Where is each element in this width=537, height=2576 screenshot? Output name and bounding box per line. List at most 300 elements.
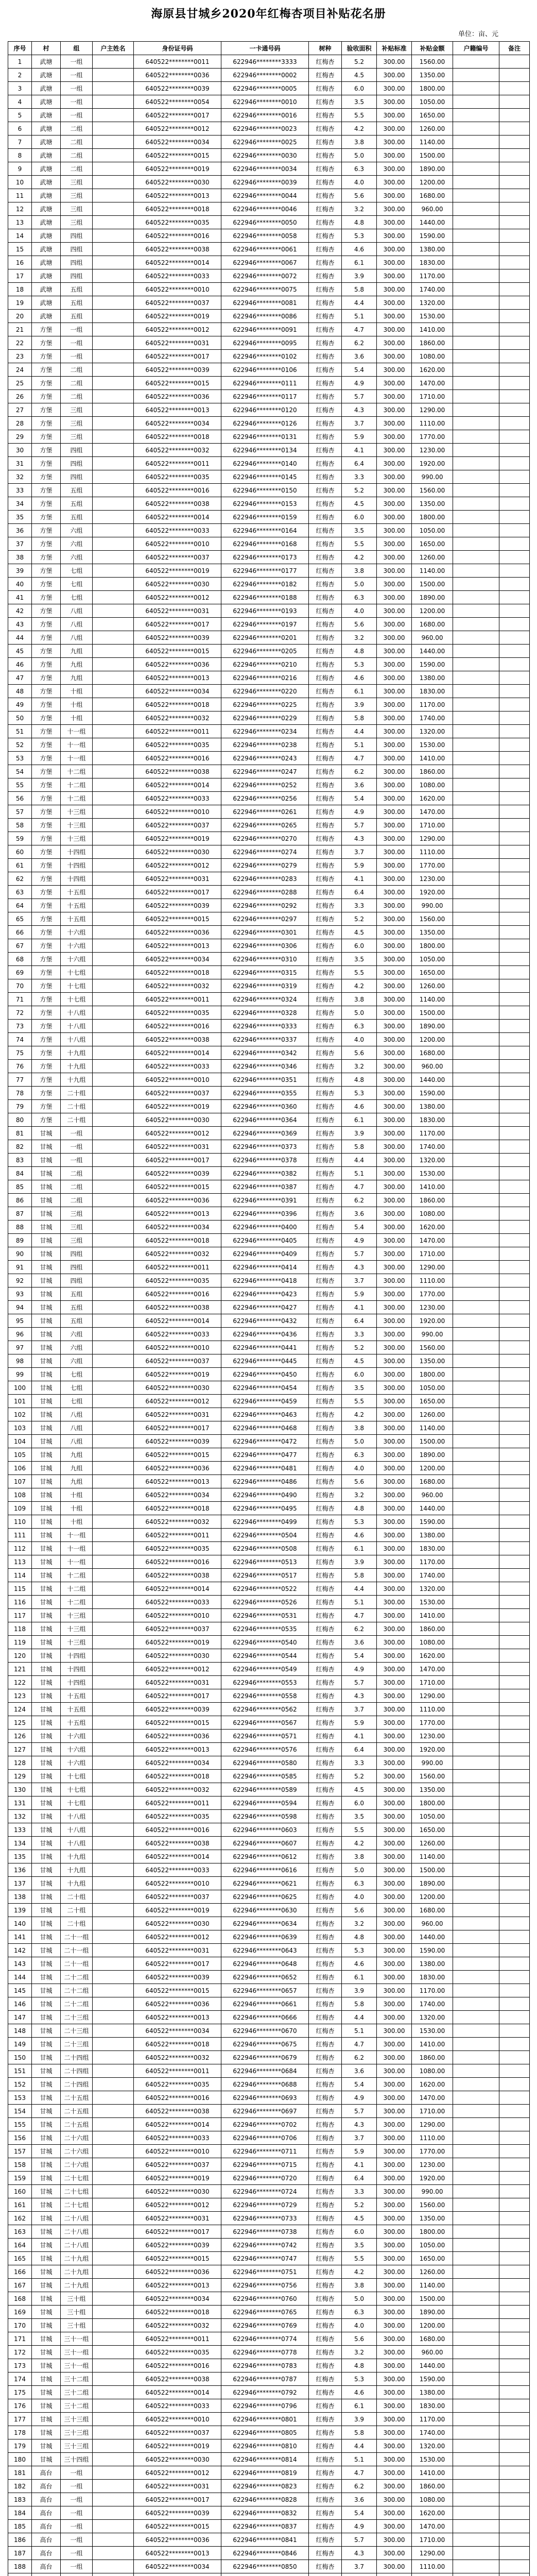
amount-cell: 1050.00	[412, 1810, 453, 1823]
area-cell: 4.4	[342, 2011, 377, 2024]
card-number-cell: 622946********0810	[221, 2439, 309, 2453]
household-code-cell	[453, 1408, 499, 1421]
name-cell	[93, 1863, 134, 1877]
amount-cell: 1560.00	[412, 912, 453, 926]
remark-cell	[499, 1917, 530, 1930]
standard-cell: 300.00	[377, 430, 412, 444]
amount-cell: 1350.00	[412, 497, 453, 511]
tree-type-cell: 红梅杏	[309, 2372, 342, 2386]
name-cell	[93, 2158, 134, 2172]
name-cell	[93, 95, 134, 109]
group-cell: 三十一组	[61, 2346, 93, 2359]
table-row	[8, 1140, 530, 1154]
name-cell	[93, 859, 134, 872]
amount-cell: 1800.00	[412, 1368, 453, 1381]
standard-cell: 300.00	[377, 323, 412, 336]
card-number-cell: 622946********0508	[221, 1542, 309, 1555]
id-number-cell: 640522********0038	[134, 1837, 221, 1850]
card-number-cell: 622946********0738	[221, 2225, 309, 2239]
card-number-cell: 622946********0005	[221, 82, 309, 95]
standard-cell: 300.00	[377, 2265, 412, 2279]
group-cell: 三十二组	[61, 2399, 93, 2413]
table-row	[8, 2453, 530, 2466]
household-code-cell	[453, 82, 499, 95]
household-code-cell	[453, 778, 499, 792]
area-cell: 5.6	[342, 2332, 377, 2346]
table-row	[8, 296, 530, 310]
standard-cell: 300.00	[377, 2520, 412, 2533]
seq-cell: 165	[8, 2252, 32, 2265]
standard-cell: 300.00	[377, 2011, 412, 2024]
area-cell: 6.3	[342, 162, 377, 176]
tree-type-cell: 红梅杏	[309, 2118, 342, 2131]
id-number-cell: 640522********0018	[134, 1234, 221, 1247]
household-code-cell	[453, 2453, 499, 2466]
seq-cell: 104	[8, 1435, 32, 1448]
remark-cell	[499, 135, 530, 149]
household-code-cell	[453, 1850, 499, 1863]
village-cell: 方堡	[32, 752, 61, 765]
name-cell	[93, 1368, 134, 1381]
seq-cell: 52	[8, 738, 32, 752]
standard-cell: 300.00	[377, 1301, 412, 1314]
id-number-cell: 640522********0012	[134, 122, 221, 135]
area-cell: 4.6	[342, 1529, 377, 1542]
name-cell	[93, 765, 134, 778]
table-row	[8, 1247, 530, 1261]
tree-type-cell: 红梅杏	[309, 2198, 342, 2212]
id-number-cell: 640522********0010	[134, 1341, 221, 1354]
group-cell: 六组	[61, 537, 93, 551]
village-cell: 甘城	[32, 2439, 61, 2453]
amount-cell: 1230.00	[412, 1301, 453, 1314]
tree-type-cell: 红梅杏	[309, 2413, 342, 2426]
tree-type-cell: 红梅杏	[309, 912, 342, 926]
remark-cell	[499, 2520, 530, 2533]
card-number-cell: 622946********0526	[221, 1596, 309, 1609]
group-cell: 四组	[61, 256, 93, 269]
amount-cell: 1650.00	[412, 537, 453, 551]
tree-type-cell: 红梅杏	[309, 2051, 342, 2064]
tree-type-cell: 红梅杏	[309, 2466, 342, 2480]
group-cell: 二组	[61, 162, 93, 176]
name-cell	[93, 832, 134, 845]
name-cell	[93, 2480, 134, 2493]
name-cell	[93, 1341, 134, 1354]
table-row	[8, 1743, 530, 1756]
tree-type-cell: 红梅杏	[309, 1609, 342, 1622]
id-number-cell: 640522********0017	[134, 1421, 221, 1435]
village-cell: 甘城	[32, 1354, 61, 1368]
remark-cell	[499, 430, 530, 444]
name-cell	[93, 403, 134, 417]
remark-cell	[499, 82, 530, 95]
card-number-cell: 622946********0216	[221, 671, 309, 685]
tree-type-cell: 红梅杏	[309, 1060, 342, 1073]
table-row	[8, 1060, 530, 1073]
seq-cell: 29	[8, 430, 32, 444]
seq-cell: 33	[8, 484, 32, 497]
remark-cell	[499, 1904, 530, 1917]
group-cell: 二十组	[61, 1113, 93, 1127]
amount-cell: 1890.00	[412, 2306, 453, 2319]
amount-cell: 1770.00	[412, 1716, 453, 1730]
id-number-cell: 640522********0030	[134, 176, 221, 189]
household-code-cell	[453, 390, 499, 403]
seq-cell: 19	[8, 296, 32, 310]
id-number-cell: 640522********0032	[134, 711, 221, 725]
household-code-cell	[453, 765, 499, 778]
remark-cell	[499, 631, 530, 645]
standard-cell: 300.00	[377, 1582, 412, 1596]
amount-cell: 1590.00	[412, 229, 453, 243]
remark-cell	[499, 912, 530, 926]
card-number-cell: 622946********0702	[221, 2118, 309, 2131]
name-cell	[93, 2131, 134, 2145]
card-number-cell: 622946********0324	[221, 993, 309, 1006]
seq-cell: 115	[8, 1582, 32, 1596]
tree-type-cell: 红梅杏	[309, 2319, 342, 2332]
household-code-cell	[453, 1261, 499, 1274]
household-code-cell	[453, 1569, 499, 1582]
household-code-cell	[453, 2520, 499, 2533]
area-cell: 5.8	[342, 711, 377, 725]
card-number-cell: 622946********0841	[221, 2533, 309, 2547]
id-number-cell: 640522********0017	[134, 2225, 221, 2239]
id-number-cell: 640522********0016	[134, 484, 221, 497]
amount-cell: 1470.00	[412, 805, 453, 819]
seq-cell: 51	[8, 725, 32, 738]
remark-cell	[499, 417, 530, 430]
household-code-cell	[453, 2091, 499, 2105]
amount-cell: 1200.00	[412, 1033, 453, 1046]
group-cell: 四组	[61, 1247, 93, 1261]
household-code-cell	[453, 1797, 499, 1810]
table-row	[8, 162, 530, 176]
area-cell: 5.9	[342, 2145, 377, 2158]
standard-cell: 300.00	[377, 2560, 412, 2573]
household-code-cell	[453, 1488, 499, 1502]
table-row	[8, 564, 530, 578]
id-number-cell: 640522********0030	[134, 2185, 221, 2198]
tree-type-cell: 红梅杏	[309, 2212, 342, 2225]
table-row	[8, 2386, 530, 2399]
area-cell: 5.8	[342, 1569, 377, 1582]
group-cell: 七组	[61, 1381, 93, 1395]
tree-type-cell: 红梅杏	[309, 1328, 342, 1341]
table-row	[8, 2145, 530, 2158]
table-row	[8, 457, 530, 470]
amount-cell: 1530.00	[412, 2453, 453, 2466]
table-row	[8, 832, 530, 845]
table-row	[8, 1703, 530, 1716]
village-cell: 甘城	[32, 1596, 61, 1609]
remark-cell	[499, 2506, 530, 2520]
card-number-cell: 622946********0625	[221, 1890, 309, 1904]
remark-cell	[499, 738, 530, 752]
name-cell	[93, 2560, 134, 2573]
table-row	[8, 95, 530, 109]
group-cell: 二十五组	[61, 2118, 93, 2131]
standard-cell: 300.00	[377, 1810, 412, 1823]
village-cell: 甘城	[32, 1154, 61, 1167]
household-code-cell	[453, 1863, 499, 1877]
household-code-cell	[453, 2480, 499, 2493]
village-cell: 方堡	[32, 725, 61, 738]
area-cell: 5.3	[342, 1944, 377, 1957]
seq-cell: 37	[8, 537, 32, 551]
id-number-cell: 640522********0016	[134, 2091, 221, 2105]
amount-cell: 1680.00	[412, 618, 453, 631]
card-number-cell: 622946********0111	[221, 377, 309, 390]
remark-cell	[499, 1073, 530, 1087]
amount-cell: 1740.00	[412, 711, 453, 725]
tree-type-cell: 红梅杏	[309, 2078, 342, 2091]
group-cell: 十六组	[61, 1756, 93, 1770]
amount-cell: 960.00	[412, 1060, 453, 1073]
amount-cell: 1320.00	[412, 2439, 453, 2453]
village-cell: 甘城	[32, 1502, 61, 1515]
tree-type-cell: 红梅杏	[309, 444, 342, 457]
group-cell: 十四组	[61, 872, 93, 886]
amount-cell: 960.00	[412, 202, 453, 216]
name-cell	[93, 1770, 134, 1783]
tree-type-cell: 红梅杏	[309, 323, 342, 336]
remark-cell	[499, 2533, 530, 2547]
standard-cell: 300.00	[377, 2547, 412, 2560]
amount-cell: 1860.00	[412, 1622, 453, 1636]
remark-cell	[499, 1797, 530, 1810]
name-cell	[93, 1569, 134, 1582]
table-row	[8, 2520, 530, 2533]
household-code-cell	[453, 403, 499, 417]
group-cell: 三十二组	[61, 2372, 93, 2386]
village-cell: 武塘	[32, 122, 61, 135]
village-cell: 甘城	[32, 2225, 61, 2239]
household-code-cell	[453, 2279, 499, 2292]
remark-cell	[499, 1100, 530, 1113]
table-row	[8, 2185, 530, 2198]
table-body	[8, 55, 530, 2576]
village-cell: 甘城	[32, 1877, 61, 1890]
card-number-cell: 622946********0693	[221, 2091, 309, 2105]
village-cell: 武塘	[32, 310, 61, 323]
id-number-cell: 640522********0034	[134, 2292, 221, 2306]
household-code-cell	[453, 1006, 499, 1020]
id-number-cell	[134, 2573, 221, 2576]
name-cell	[93, 2573, 134, 2576]
standard-cell: 300.00	[377, 1930, 412, 1944]
name-cell	[93, 497, 134, 511]
household-code-cell	[453, 2306, 499, 2319]
card-number-cell: 622946********0733	[221, 2212, 309, 2225]
amount-cell: 1440.00	[412, 645, 453, 658]
area-cell: 4.5	[342, 497, 377, 511]
tree-type-cell: 红梅杏	[309, 1475, 342, 1488]
id-number-cell: 640522********0036	[134, 2265, 221, 2279]
name-cell	[93, 1649, 134, 1663]
village-cell: 甘城	[32, 1689, 61, 1703]
seq-cell: 140	[8, 1917, 32, 1930]
area-cell: 5.5	[342, 966, 377, 979]
village-cell: 甘城	[32, 1207, 61, 1221]
id-number-cell: 640522********0011	[134, 1261, 221, 1274]
card-number-cell: 622946********0067	[221, 256, 309, 269]
card-number-cell: 622946********0382	[221, 1167, 309, 1180]
table-row	[8, 631, 530, 645]
group-cell: 十三组	[61, 1622, 93, 1636]
tree-type-cell: 红梅杏	[309, 1569, 342, 1582]
table-row	[8, 1971, 530, 1984]
id-number-cell: 640522********0012	[134, 2198, 221, 2212]
standard-cell: 300.00	[377, 1863, 412, 1877]
household-code-cell	[453, 1020, 499, 1033]
id-number-cell: 640522********0016	[134, 229, 221, 243]
group-cell: 十五组	[61, 886, 93, 899]
seq-cell: 71	[8, 993, 32, 1006]
card-number-cell: 622946********0360	[221, 1100, 309, 1113]
id-number-cell: 640522********0018	[134, 202, 221, 216]
area-cell: 4.4	[342, 296, 377, 310]
id-number-cell: 640522********0032	[134, 979, 221, 993]
household-code-cell	[453, 2185, 499, 2198]
standard-cell: 300.00	[377, 1154, 412, 1167]
group-cell: 二十六组	[61, 2145, 93, 2158]
household-code-cell	[453, 2573, 499, 2576]
table-row	[8, 256, 530, 269]
amount-cell: 1230.00	[412, 2158, 453, 2172]
amount-cell	[412, 2573, 453, 2576]
unit-label: 单位：亩、元	[458, 30, 498, 38]
id-number-cell: 640522********0014	[134, 2386, 221, 2399]
card-number-cell: 622946********0292	[221, 899, 309, 912]
card-number-cell: 622946********0409	[221, 1247, 309, 1261]
household-code-cell	[453, 1087, 499, 1100]
village-cell: 武塘	[32, 135, 61, 149]
id-number-cell: 640522********0033	[134, 2399, 221, 2413]
area-cell: 5.4	[342, 2506, 377, 2520]
tree-type-cell: 红梅杏	[309, 109, 342, 122]
id-number-cell: 640522********0037	[134, 1354, 221, 1368]
tree-type-cell: 红梅杏	[309, 2011, 342, 2024]
seq-cell: 22	[8, 336, 32, 350]
household-code-cell	[453, 2212, 499, 2225]
group-cell: 十六组	[61, 926, 93, 939]
table-row	[8, 1596, 530, 1609]
remark-cell	[499, 1006, 530, 1020]
name-cell	[93, 1783, 134, 1797]
tree-type-cell: 红梅杏	[309, 2105, 342, 2118]
village-cell: 甘城	[32, 1462, 61, 1475]
tree-type-cell: 红梅杏	[309, 993, 342, 1006]
standard-cell: 300.00	[377, 1073, 412, 1087]
seq-cell: 87	[8, 1207, 32, 1221]
group-cell: 十五组	[61, 912, 93, 926]
standard-cell: 300.00	[377, 886, 412, 899]
village-cell: 高台	[32, 2466, 61, 2480]
name-cell	[93, 444, 134, 457]
tree-type-cell: 红梅杏	[309, 1395, 342, 1408]
standard-cell: 300.00	[377, 792, 412, 805]
name-cell	[93, 1247, 134, 1261]
village-cell: 方堡	[32, 645, 61, 658]
seq-cell: 160	[8, 2185, 32, 2198]
amount-cell: 1290.00	[412, 1689, 453, 1703]
card-number-cell: 622946********0504	[221, 1529, 309, 1542]
remark-cell	[499, 1020, 530, 1033]
amount-cell: 1800.00	[412, 1797, 453, 1810]
tree-type-cell: 红梅杏	[309, 1743, 342, 1756]
id-number-cell: 640522********0015	[134, 1180, 221, 1194]
standard-cell: 300.00	[377, 1247, 412, 1261]
amount-cell: 1740.00	[412, 2426, 453, 2439]
household-code-cell	[453, 1636, 499, 1649]
standard-cell: 300.00	[377, 1770, 412, 1783]
card-number-cell: 622946********0819	[221, 2466, 309, 2480]
standard-cell: 300.00	[377, 979, 412, 993]
amount-cell: 1230.00	[412, 1730, 453, 1743]
standard-cell: 300.00	[377, 1676, 412, 1689]
name-cell	[93, 604, 134, 618]
table-row	[8, 2212, 530, 2225]
seq-cell: 130	[8, 1783, 32, 1797]
table-row	[8, 1863, 530, 1877]
seq-cell: 166	[8, 2265, 32, 2279]
tree-type-cell: 红梅杏	[309, 926, 342, 939]
id-number-cell: 640522********0013	[134, 403, 221, 417]
card-number-cell: 622946********0279	[221, 859, 309, 872]
household-code-cell	[453, 671, 499, 685]
seq-cell: 36	[8, 524, 32, 537]
remark-cell	[499, 2399, 530, 2413]
area-cell: 4.8	[342, 1930, 377, 1944]
household-code-cell	[453, 1221, 499, 1234]
area-cell: 3.7	[342, 1703, 377, 1716]
id-number-cell: 640522********0014	[134, 1582, 221, 1596]
card-number-cell: 622946********0046	[221, 202, 309, 216]
area-cell: 3.9	[342, 269, 377, 283]
amount-cell: 1200.00	[412, 2319, 453, 2332]
standard-cell: 300.00	[377, 149, 412, 162]
seq-cell: 126	[8, 1730, 32, 1743]
village-cell: 方堡	[32, 832, 61, 845]
village-cell: 甘城	[32, 2198, 61, 2212]
amount-cell: 1140.00	[412, 993, 453, 1006]
standard-cell: 300.00	[377, 725, 412, 738]
area-cell: 3.2	[342, 1060, 377, 1073]
village-cell: 甘城	[32, 1569, 61, 1582]
seq-cell: 185	[8, 2520, 32, 2533]
amount-cell: 1080.00	[412, 2064, 453, 2078]
village-cell: 甘城	[32, 2346, 61, 2359]
standard-cell: 300.00	[377, 658, 412, 671]
tree-type-cell: 红梅杏	[309, 886, 342, 899]
tree-type-cell: 红梅杏	[309, 1904, 342, 1917]
remark-cell	[499, 269, 530, 283]
seq-cell: 179	[8, 2439, 32, 2453]
amount-cell: 1110.00	[412, 1274, 453, 1287]
seq-cell: 39	[8, 564, 32, 578]
name-cell	[93, 2105, 134, 2118]
header-cell: 备注	[499, 42, 530, 55]
name-cell	[93, 752, 134, 765]
amount-cell: 1200.00	[412, 1890, 453, 1904]
tree-type-cell: 红梅杏	[309, 711, 342, 725]
id-number-cell: 640522********0030	[134, 1649, 221, 1663]
village-cell: 方堡	[32, 444, 61, 457]
remark-cell	[499, 484, 530, 497]
table-row	[8, 1046, 530, 1060]
